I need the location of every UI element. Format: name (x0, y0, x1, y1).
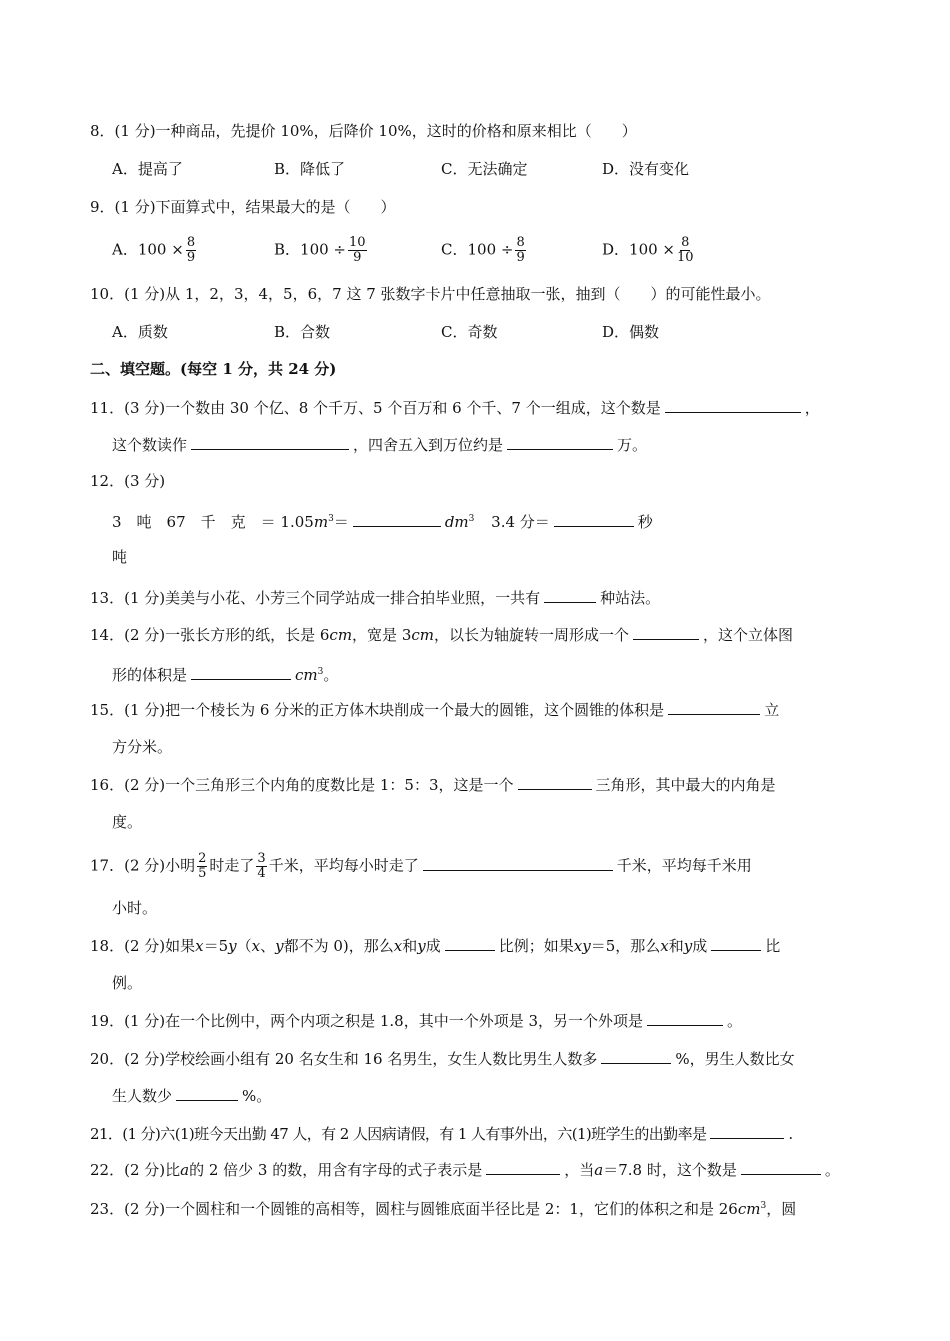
q21-text: 21．(1 分)六(1)班今天出勤 47 人，有 2 人因病请假，有 1 人有事外出，六(1)班学生的出勤率是 (90, 1125, 707, 1143)
q11-text-c: 万。 (617, 436, 648, 454)
answer-blank[interactable] (741, 1158, 821, 1175)
q22-text: ＝7.8 时，这个数是 (603, 1161, 737, 1179)
q15-text: 15．(1 分)把一个棱长为 6 分米的正方体木块削成一个最大的圆锥，这个圆锥的体积是 (90, 701, 665, 719)
answer-blank[interactable] (665, 396, 801, 413)
numerator: 8 (186, 235, 196, 250)
q8-option-a: A．提高了 (112, 160, 183, 178)
question-16-line2: 度。 (112, 813, 143, 831)
q17-text-b: 时走了 (209, 856, 255, 875)
question-9 (90, 196, 396, 218)
fraction (677, 236, 694, 265)
var-xy: xy (573, 937, 591, 955)
q22-end: 。 (824, 1161, 840, 1179)
fraction (186, 236, 196, 265)
q18-text: 都不为 0)，那么 (283, 937, 394, 955)
question-15 (90, 698, 779, 721)
question-14-line2 (112, 661, 338, 686)
question-21 (90, 1122, 793, 1145)
answer-blank[interactable] (554, 510, 634, 527)
q9-option-a-prefix: A．100 × (112, 240, 184, 259)
question-10 (90, 283, 771, 305)
q11-punct: ， (804, 399, 820, 417)
question-19 (90, 1009, 742, 1032)
q9-option-b-prefix: B．100 ÷ (274, 240, 346, 259)
question-13 (90, 586, 660, 609)
q10-option-c: C．奇数 (441, 323, 498, 341)
q11-text-b: ，四舍五入到万位约是 (353, 436, 504, 454)
q18-text: 、 (260, 937, 276, 955)
q19-text: 19．(1 分)在一个比例中，两个内项之积是 1.8，其中一个外项是 3，另一个外项是 (90, 1012, 644, 1030)
answer-blank[interactable] (668, 698, 760, 715)
q23-unit: cm (737, 1200, 761, 1218)
question-12-line3: 吨 (112, 548, 128, 566)
var-y: y (275, 937, 284, 955)
q8-option-b: B．降低了 (274, 160, 346, 178)
q14-sup: 3 (317, 667, 324, 677)
q11-text: 11．(3 分)一个数由 30 个亿、8 个千万、5 个百万和 6 个千、7 个一组成，这个数是 (90, 399, 661, 417)
q23-end: ，圆 (766, 1200, 797, 1218)
answer-blank[interactable] (601, 1047, 671, 1064)
q18-text: ＝5 (203, 937, 229, 955)
q9-option-b (274, 236, 369, 265)
denominator: 4 (257, 866, 266, 881)
q14-line2-text: 形的体积是 (112, 666, 188, 684)
question-11 (90, 396, 820, 419)
denominator: 9 (186, 250, 196, 265)
q9-option-c (441, 236, 528, 265)
q14-end2: 。 (323, 666, 339, 684)
q22-text: 22．(2 分)比 (90, 1161, 181, 1179)
q10-option-a: A．质数 (112, 323, 168, 341)
numerator: 2 (198, 851, 207, 866)
question-16 (90, 773, 776, 796)
q9-option-d (602, 236, 696, 265)
q23-sup: 3 (760, 1201, 767, 1211)
q14-end: ，这个立体图 (703, 626, 794, 644)
q14-unit: cm (329, 626, 353, 644)
answer-blank[interactable] (353, 510, 441, 527)
answer-blank[interactable] (191, 663, 291, 680)
fraction (256, 852, 266, 881)
answer-blank[interactable] (518, 773, 592, 790)
answer-blank[interactable] (423, 854, 613, 871)
q8-option-c: C．无法确定 (441, 160, 528, 178)
q15-end: 立 (764, 701, 780, 719)
fraction (197, 852, 207, 881)
q22-text: 的 2 倍少 3 的数，用含有字母的式子表示是 (189, 1161, 483, 1179)
q12-text-f: 秒 (637, 513, 653, 531)
q11-text-a: 这个数读作 (112, 436, 188, 454)
var-y: y (228, 937, 237, 955)
q17-text-d: 千米，平均每千米用 (616, 856, 752, 875)
var-a: a (594, 1161, 604, 1179)
question-12: 12．(3 分) (90, 472, 166, 490)
q21-end: . (788, 1125, 793, 1143)
fraction (515, 236, 525, 265)
q8-option-d: D．没有变化 (602, 160, 690, 178)
q13-end: 种站法。 (600, 589, 661, 607)
answer-blank[interactable] (544, 586, 596, 603)
q17-text-a: 17．(2 分)小明 (90, 856, 196, 875)
q9-option-a (112, 236, 198, 265)
q12-unit-m: m (313, 513, 329, 531)
q14-unit-cm: cm (295, 666, 318, 684)
q20-text: 20．(2 分)学校绘画小组有 20 名女生和 16 名男生，女生人数比男生人数多 (90, 1050, 598, 1068)
answer-blank[interactable] (711, 934, 761, 951)
answer-blank[interactable] (445, 934, 495, 951)
question-17-line2: 小时。 (112, 899, 158, 917)
q12-value: 1.05 (280, 513, 314, 531)
q18-text: 和 (668, 937, 684, 955)
question-12-line2 (112, 508, 653, 533)
q10-option-d: D．偶数 (602, 323, 660, 341)
q16-text: 16．(2 分)一个三角形三个内角的度数比是 1：5：3，这是一个 (90, 776, 514, 794)
question-15-line2: 方分米。 (112, 738, 173, 756)
numerator: 8 (516, 235, 525, 250)
var-x: x (393, 937, 403, 955)
var-y: y (683, 937, 693, 955)
question-23 (90, 1195, 796, 1220)
question-17 (90, 852, 752, 881)
answer-blank[interactable] (176, 1084, 238, 1101)
question-8 (90, 120, 637, 142)
q14-text: 14．(2 分)一张长方形的纸，长是 6 (90, 626, 330, 644)
q12-text-a: 3 吨 67 千 克 ＝ (112, 513, 276, 531)
question-18 (90, 934, 780, 957)
q14-unit: cm (411, 626, 434, 644)
answer-blank[interactable] (507, 433, 613, 450)
q14-rest: ，以长为轴旋转一周形成一个 (433, 626, 629, 644)
numerator: 8 (681, 235, 690, 250)
q20-end: %，男生人数比女 (675, 1050, 795, 1068)
q20-end2: %。 (242, 1087, 272, 1105)
question-9-text: 9．(1 分)下面算式中，结果最大的是（ ） (90, 198, 396, 216)
denominator: 10 (677, 250, 694, 265)
q18-text: 和 (402, 937, 418, 955)
question-14 (90, 623, 793, 646)
q12-text-e: 3.4 分＝ (491, 513, 550, 531)
q18-text: 比例；如果 (498, 937, 574, 955)
q14-mid: ，宽是 3 (352, 626, 412, 644)
answer-blank[interactable] (486, 1158, 560, 1175)
q16-end: 三角形，其中最大的内角是 (595, 776, 776, 794)
question-22 (90, 1158, 840, 1181)
var-x: x (251, 937, 261, 955)
answer-blank[interactable] (633, 623, 699, 640)
q9-option-d-prefix: D．100 × (602, 240, 675, 259)
q17-text-c: 千米，平均每小时走了 (268, 856, 419, 875)
denominator: 5 (198, 866, 207, 881)
question-8-text: 8．(1 分)一种商品，先提价 10%，后降价 10%，这时的价格和原来相比（ ） (90, 122, 637, 140)
numerator: 10 (349, 235, 366, 250)
q12-unit-dm: dm (444, 513, 469, 531)
q10-option-b: B．合数 (274, 323, 331, 341)
q20-line2-text: 生人数少 (112, 1087, 173, 1105)
q18-text: 比 (765, 937, 781, 955)
denominator: 9 (516, 250, 525, 265)
answer-blank[interactable] (710, 1122, 784, 1139)
question-10-text: 10．(1 分)从 1，2，3，4，5，6，7 这 7 张数字卡片中任意抽取一张，抽到（ ）的可能性最小。 (90, 285, 771, 303)
q19-end: 。 (727, 1012, 743, 1030)
q23-text: 23．(2 分)一个圆柱和一个圆锥的高相等，圆柱与圆锥底面半径比是 2：1，它们的体积之和是 26 (90, 1200, 738, 1218)
answer-blank[interactable] (647, 1009, 723, 1026)
q12-sup: 3 (468, 514, 475, 524)
q18-text: 成 (425, 937, 441, 955)
var-x: x (660, 937, 669, 955)
var-y: y (417, 937, 426, 955)
fraction (348, 236, 367, 265)
q12-equal: ＝ (333, 513, 349, 531)
var-x: x (195, 937, 204, 955)
section-heading: 二、填空题。(每空 1 分，共 24 分) (90, 360, 337, 378)
answer-blank[interactable] (191, 433, 349, 450)
question-18-line2: 例。 (112, 974, 143, 992)
q18-text: ＝5，那么 (590, 937, 661, 955)
q18-text: （ (236, 937, 252, 955)
denominator: 9 (353, 250, 362, 265)
question-20 (90, 1047, 795, 1070)
q22-text: ，当 (564, 1161, 595, 1179)
q13-text: 13．(1 分)美美与小花、小芳三个同学站成一排合拍毕业照，一共有 (90, 589, 541, 607)
q18-text: 18．(2 分)如果 (90, 937, 196, 955)
numerator: 3 (257, 851, 266, 866)
question-11-line2 (112, 433, 647, 456)
q12-sup: 3 (328, 514, 334, 524)
var-a: a (180, 1161, 190, 1179)
q9-option-c-prefix: C．100 ÷ (441, 240, 514, 259)
q18-text: 成 (692, 937, 708, 955)
question-20-line2 (112, 1084, 271, 1107)
